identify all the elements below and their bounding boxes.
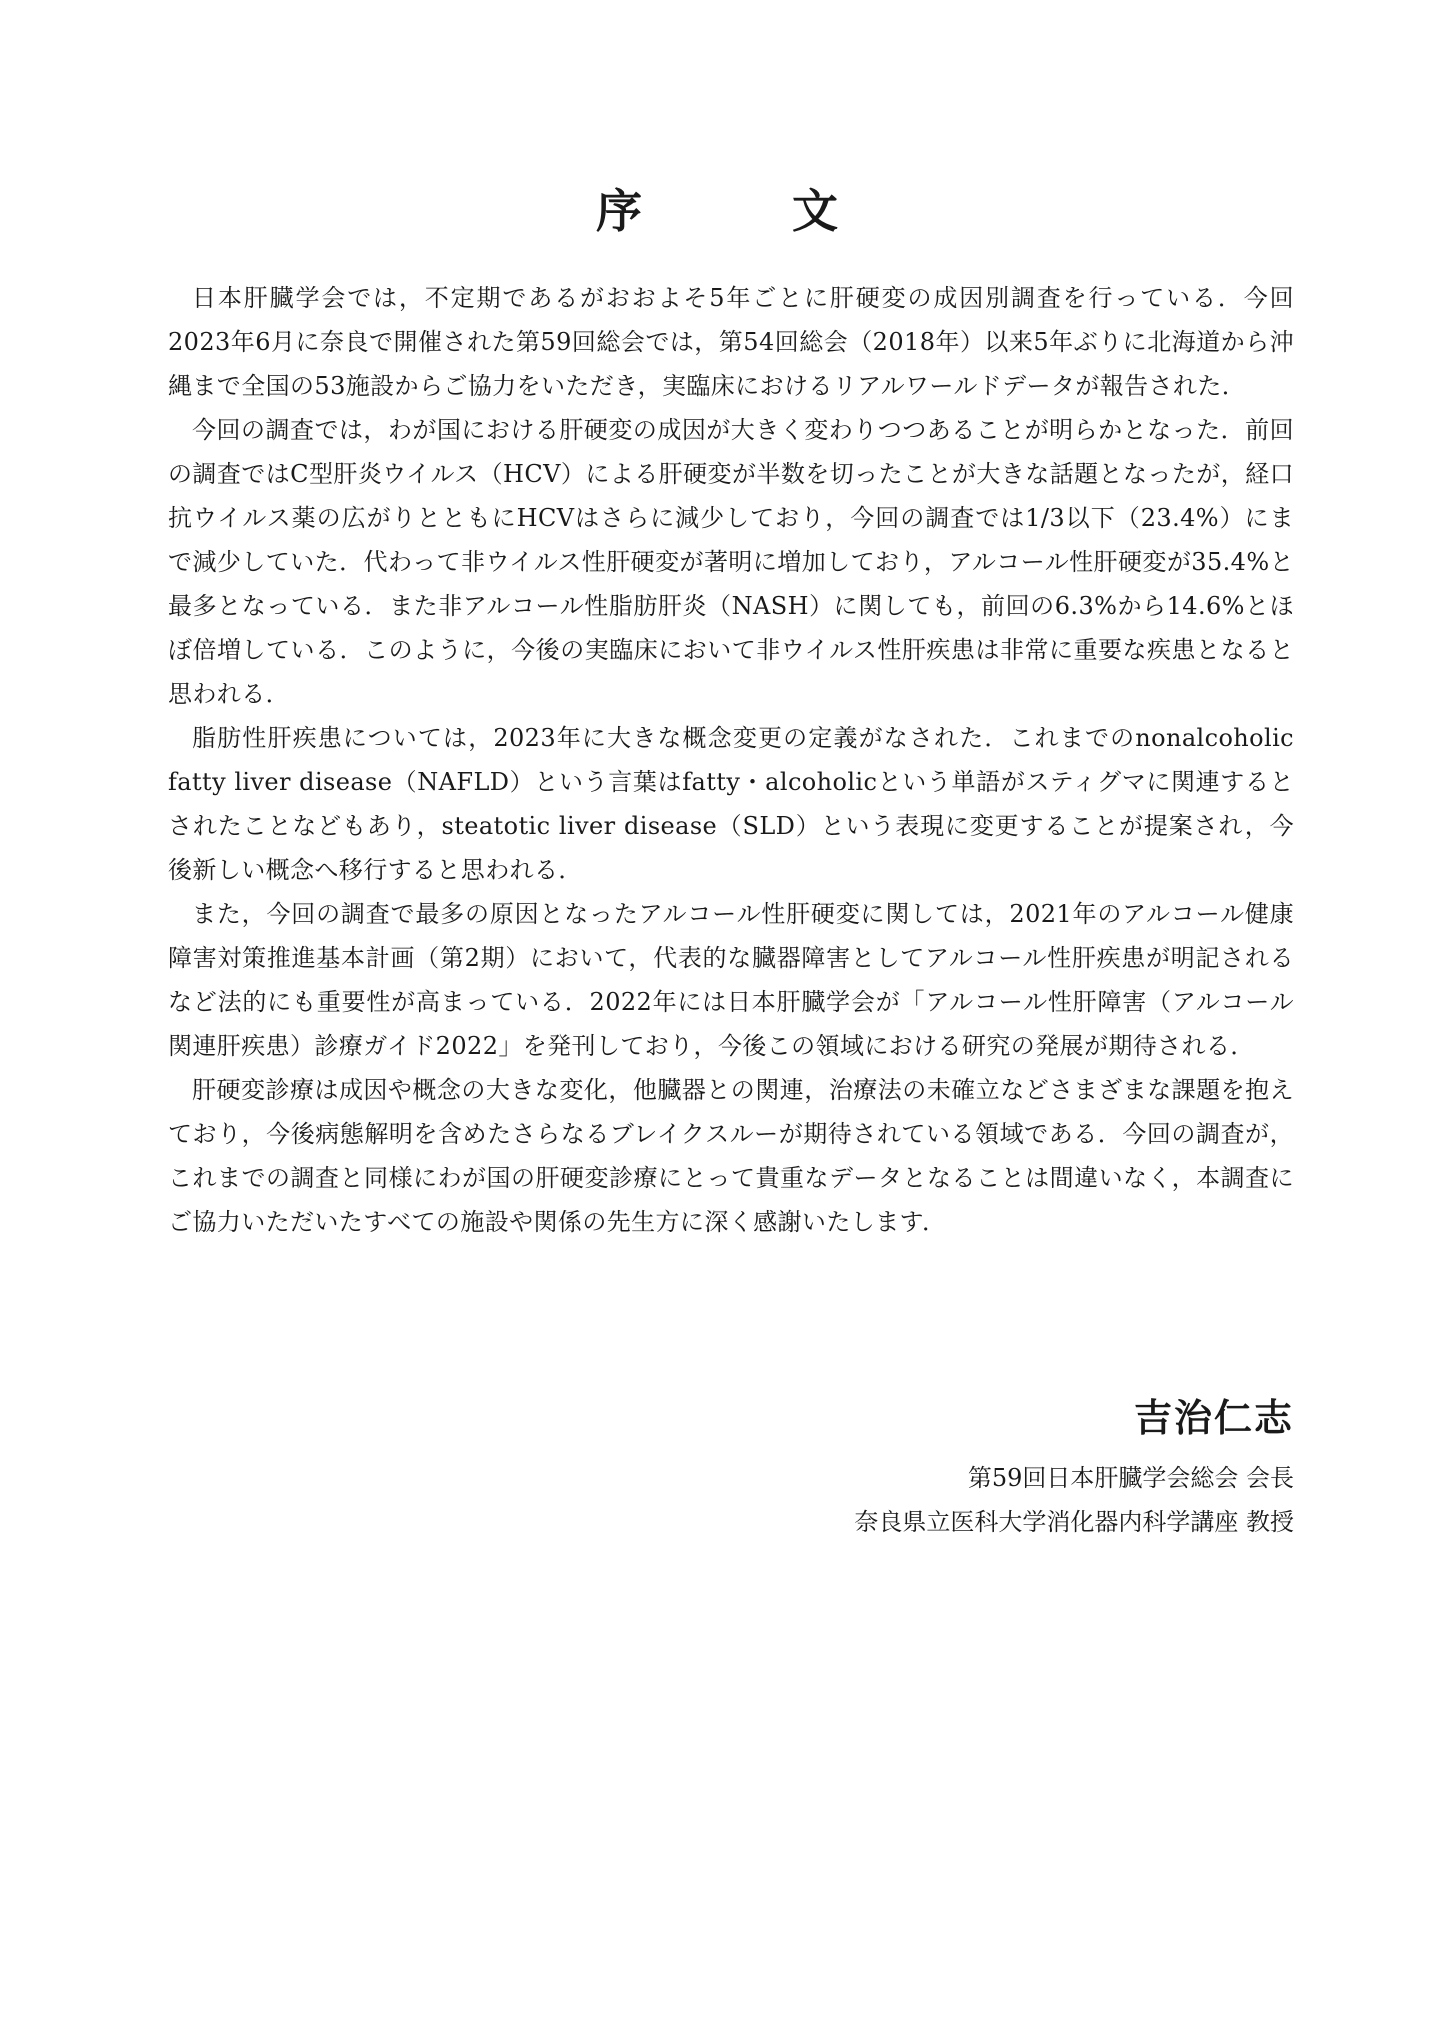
author-affiliation-university: 奈良県立医科大学消化器内科学講座 教授 bbox=[854, 1508, 1294, 1536]
paragraph-1: 日本肝臓学会では，不定期であるがおおよそ5年ごとに肝硬変の成因別調査を行っている．今回2023年6月に奈良で開催された第59回総会では，第54回総会（2018年）以来5年ぶりに北海道から沖縄まで全国の53施設からご協力をいただき，実臨床におけるリアルワールドデータが報告された． bbox=[168, 284, 1294, 400]
page-title: 序 文 bbox=[596, 183, 890, 238]
paragraph-3: 脂肪性肝疾患については，2023年に大きな概念変更の定義がなされた．これまでのnonalcoholic fatty liver disease（NAFLD）という言葉はfatty・alcoholicという単語がスティグマに関連するとされたことなどもあり，steatotic liver disease（SLD）という表現に変更することが提案され，今後新しい概念へ移行すると思われる． bbox=[168, 724, 1294, 884]
body-text bbox=[168, 276, 1294, 1244]
paragraph-5: 肝硬変診療は成因や概念の大きな変化，他臓器との関連，治療法の未確立などさまざまな課題を抱えており，今後病態解明を含めたさらなるブレイクスルーが期待されている領域である．今回の調査が，これまでの調査と同様にわが国の肝硬変診療にとって貴重なデータとなることは間違いなく，本調査にご協力いただいたすべての施設や関係の先生方に深く感謝いたします． bbox=[168, 1076, 1294, 1236]
signature-block bbox=[854, 1390, 1294, 1544]
author-affiliation-congress: 第59回日本肝臓学会総会 会長 bbox=[967, 1464, 1294, 1492]
author-name: 吉治仁志 bbox=[1133, 1395, 1294, 1440]
paragraph-2: 今回の調査では，わが国における肝硬変の成因が大きく変わりつつあることが明らかとなった．前回の調査ではC型肝炎ウイルス（HCV）による肝硬変が半数を切ったことが大きな話題となったが，経口抗ウイルス薬の広がりとともにHCVはさらに減少しており，今回の調査では1/3以下（23.4%）にまで減少していた．代わって非ウイルス性肝硬変が著明に増加しており，アルコール性肝硬変が35.4%と最多となっている．また非アルコール性脂肪肝炎（NASH）に関しても，前回の6.3%から14.6%とほぼ倍増している．このように，今後の実臨床において非ウイルス性肝疾患は非常に重要な疾患となると思われる． bbox=[168, 416, 1294, 708]
paragraph-4: また，今回の調査で最多の原因となったアルコール性肝硬変に関しては，2021年のアルコール健康障害対策推進基本計画（第2期）において，代表的な臓器障害としてアルコール性肝疾患が明記されるなど法的にも重要性が高まっている．2022年には日本肝臓学会が「アルコール性肝障害（アルコール関連肝疾患）診療ガイド2022」を発刊しており，今後この領域における研究の発展が期待される． bbox=[168, 900, 1294, 1060]
